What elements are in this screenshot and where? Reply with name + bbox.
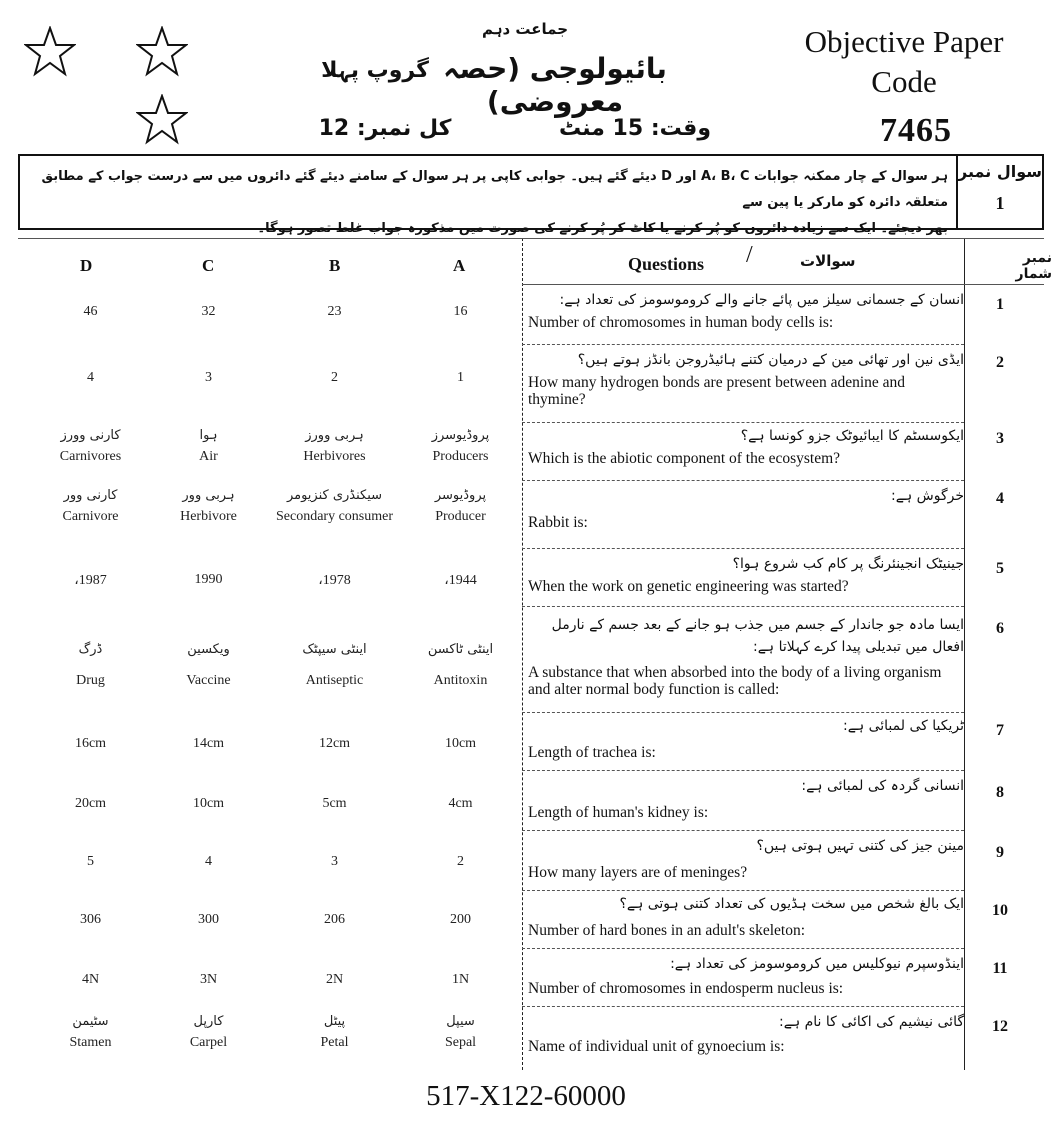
- option-a-english: Antitoxin: [433, 673, 488, 688]
- question-number: 3: [996, 430, 1004, 447]
- question-text: [528, 428, 964, 467]
- subject-title: بائیولوجی (حصہ معروضی): [443, 52, 667, 118]
- header-questions-en: Questions: [628, 254, 705, 274]
- option-a: 10cm: [444, 736, 477, 751]
- option-d: 46: [83, 304, 98, 319]
- question-english: Which is the abiotic component of the ecosystem?: [528, 450, 841, 467]
- option-c-english: Herbivore: [180, 509, 237, 524]
- option-b-urdu: اینٹی سیپٹک: [302, 642, 367, 657]
- question-text: [528, 896, 964, 939]
- question-urdu: ایڈی نین اور تھائی مین کے درمیان کتنے ہائیڈروجن بانڈز ہوتے ہیں؟: [577, 352, 964, 368]
- option-b: 23: [327, 304, 342, 319]
- star-icon: [136, 94, 188, 146]
- instructions-line2: بھر دیجئے۔ ایک سے زیادہ دائروں کو پُر کرنے یا کاٹ کر پُر کرنے کی صورت میں مذکورہ جواب غلط تصور ہوگا۔: [257, 221, 948, 236]
- total-marks: کل نمبر: 12: [318, 116, 452, 141]
- star-icon: [136, 26, 188, 78]
- question-urdu: ٹریکیا کی لمبائی ہے:: [843, 718, 964, 734]
- option-a: 2: [457, 854, 464, 869]
- option-c: 14cm: [192, 736, 225, 751]
- option-a: [398, 642, 523, 689]
- question-number: 10: [992, 902, 1008, 919]
- question-text: [528, 614, 964, 698]
- question-number: 11: [992, 960, 1008, 977]
- class-label: جماعت دہم: [481, 20, 569, 38]
- option-b: 2: [331, 370, 338, 385]
- option-a: 200: [450, 912, 471, 927]
- question-english: Length of trachea is:: [528, 744, 656, 761]
- question-urdu: انسانی گردہ کی لمبائی ہے:: [801, 778, 964, 794]
- option-d-english: Drug: [76, 673, 105, 688]
- option-c-urdu: ہربی وور: [182, 488, 235, 503]
- option-d: ،1987: [74, 573, 107, 588]
- option-c-english: Air: [199, 449, 218, 464]
- question-english: How many layers are of meninges?: [528, 864, 748, 881]
- option-d-english: Carnivore: [62, 509, 119, 524]
- question-english: When the work on genetic engineering was started?: [528, 578, 849, 595]
- question-number-label: سوال نمبر: [958, 162, 1042, 181]
- option-b: [272, 428, 397, 465]
- paper-title-line1: Objective Paper: [804, 24, 1004, 59]
- question-text: [528, 778, 964, 821]
- option-b: [272, 1014, 397, 1051]
- question-urdu: اینڈوسپرم نیوکلیس میں کروموسومز کی تعداد ہے:: [670, 956, 964, 972]
- option-a: [398, 428, 523, 465]
- option-a: 1N: [451, 972, 470, 987]
- row-divider: [522, 606, 964, 607]
- option-b: [272, 488, 397, 525]
- option-a-english: Producers: [432, 449, 489, 464]
- option-d: [28, 488, 153, 525]
- group-label: گروپ پہلا: [321, 58, 429, 83]
- table-header-rule: [522, 284, 1044, 285]
- option-b-urdu: سیکنڈری کنزیومر: [286, 488, 383, 503]
- question-text: [528, 838, 964, 881]
- option-c-english: Vaccine: [186, 673, 231, 688]
- row-divider: [522, 830, 964, 831]
- option-c: 10cm: [192, 796, 225, 811]
- paper-footer-code: 517-X122-60000: [426, 1080, 626, 1112]
- option-d: 20cm: [74, 796, 107, 811]
- question-number: 9: [996, 844, 1004, 861]
- row-divider: [522, 712, 964, 713]
- question-english: Name of individual unit of gynoecium is:: [528, 1038, 785, 1055]
- option-d-urdu: سٹیمن: [72, 1014, 109, 1029]
- option-c: [146, 642, 271, 689]
- row-divider: [522, 890, 964, 891]
- option-b: 3: [331, 854, 338, 869]
- header-num: نمبر شمار: [1015, 250, 1052, 282]
- question-english: Number of chromosomes in endosperm nucleus is:: [528, 980, 844, 997]
- option-c: 32: [201, 304, 216, 319]
- option-d: [28, 642, 153, 689]
- paper-title: [774, 22, 1034, 102]
- question-number: 12: [992, 1018, 1008, 1035]
- row-divider: [522, 548, 964, 549]
- option-c-urdu: کارپل: [193, 1014, 224, 1029]
- option-c: 1990: [194, 572, 223, 587]
- option-b: 2N: [325, 972, 344, 987]
- instructions-box: [18, 154, 1044, 236]
- option-a: 1: [457, 370, 464, 385]
- table-top-rule: [18, 238, 1044, 239]
- question-number: 6: [996, 620, 1004, 637]
- question-english: Number of hard bones in an adult's skeleton:: [528, 922, 805, 939]
- option-d-english: Carnivores: [59, 449, 122, 464]
- option-d: [28, 1014, 153, 1051]
- question-text: [528, 488, 964, 531]
- option-a: 4cm: [448, 796, 473, 811]
- question-number-value: 1: [995, 193, 1005, 213]
- option-b-english: Antiseptic: [305, 673, 364, 688]
- question-english: Rabbit is:: [528, 514, 588, 531]
- question-text: [528, 1014, 964, 1055]
- option-b: 206: [324, 912, 345, 927]
- option-b-urdu: ہربی وورز: [305, 428, 364, 443]
- question-text: [528, 956, 964, 997]
- option-c: [146, 488, 271, 525]
- question-english: Length of human's kidney is:: [528, 804, 709, 821]
- time-label: وقت: 15 منٹ: [558, 116, 711, 141]
- option-b: 12cm: [318, 736, 351, 751]
- option-d: 5: [87, 854, 94, 869]
- row-divider: [522, 480, 964, 481]
- option-c-english: Carpel: [189, 1035, 228, 1050]
- question-urdu: مینن جیز کی کتنی تہیں ہوتی ہیں؟: [756, 838, 964, 854]
- option-c: 4: [205, 854, 212, 869]
- option-d-urdu: کارنی وور: [63, 488, 118, 503]
- header-option-c: C: [202, 256, 215, 275]
- option-a-urdu: پروڈیوسرز: [431, 428, 490, 443]
- header-option-b: B: [329, 256, 341, 275]
- option-a-english: Sepal: [444, 1035, 477, 1050]
- header-questions-ur: سوالات: [800, 252, 856, 270]
- question-number-box: [956, 156, 1042, 228]
- question-english: How many hydrogen bonds are present between adenine and thymine?: [528, 374, 906, 408]
- option-a: ،1944: [444, 573, 477, 588]
- question-urdu: ایکوسسٹم کا ایبائیوٹک جزو کونسا ہے؟: [740, 428, 964, 444]
- option-c: [146, 428, 271, 465]
- question-urdu: انسان کے جسمانی سیلز میں پائے جانے والے کروموسومز کی تعداد ہے:: [559, 292, 964, 308]
- question-text: [528, 718, 964, 761]
- paper-code: 7465: [880, 112, 952, 149]
- question-number: 8: [996, 784, 1004, 801]
- question-number: 4: [996, 490, 1004, 507]
- option-c-urdu: ہوا: [199, 428, 218, 443]
- option-d-urdu: ڈرگ: [78, 642, 103, 657]
- question-urdu: خرگوش ہے:: [891, 488, 964, 504]
- row-divider: [522, 422, 964, 423]
- option-b: 5cm: [322, 796, 347, 811]
- option-a-english: Producer: [435, 509, 486, 524]
- option-b: [272, 642, 397, 689]
- question-number: 2: [996, 354, 1004, 371]
- option-a: 16: [453, 304, 468, 319]
- divider-num: [964, 238, 965, 1070]
- option-b: ،1978: [318, 573, 351, 588]
- option-b-english: Petal: [320, 1035, 349, 1050]
- option-d-urdu: کارنی وورز: [60, 428, 121, 443]
- option-a-urdu: اینٹی ٹاکسن: [427, 642, 494, 657]
- question-english: A substance that when absorbed into the body of a living organism and alter normal body function is called:: [528, 664, 942, 698]
- option-c: [146, 1014, 271, 1051]
- option-b-english: Secondary consumer: [275, 509, 394, 524]
- option-d: 4: [87, 370, 94, 385]
- instructions-text: [28, 164, 948, 242]
- option-c: 3: [205, 370, 212, 385]
- option-c: 3N: [199, 972, 218, 987]
- question-urdu: جینیٹک انجینئرنگ پر کام کب شروع ہوا؟: [732, 556, 964, 572]
- question-text: [528, 556, 964, 595]
- option-d: 4N: [81, 972, 100, 987]
- question-urdu: ایک بالغ شخص میں سخت ہڈیوں کی تعداد کتنی ہوتی ہے؟: [619, 896, 964, 912]
- header-slash: /: [746, 242, 753, 268]
- option-b-urdu: پیٹل: [323, 1014, 346, 1029]
- option-b-english: Herbivores: [303, 449, 366, 464]
- option-d: [28, 428, 153, 465]
- question-text: [528, 292, 964, 331]
- question-english: Number of chromosomes in human body cells is:: [528, 314, 834, 331]
- row-divider: [522, 770, 964, 771]
- option-d: 306: [80, 912, 101, 927]
- question-urdu: گائی نیشیم کی اکائی کا نام ہے:: [779, 1014, 964, 1030]
- instructions-line1: ہر سوال کے چار ممکنہ جوابات A، B، C اور D دیئے گئے ہیں۔ جوابی کاپی پر ہر سوال کے سامنے دیئے گئے دائروں میں سے درست جواب کے مطابق متعلقہ دائرہ کو مارکر یا پین سے: [41, 169, 948, 210]
- option-a: [398, 1014, 523, 1051]
- row-divider: [522, 344, 964, 345]
- question-number: 1: [996, 296, 1004, 313]
- star-icon: [24, 26, 76, 78]
- option-c: 300: [198, 912, 219, 927]
- option-a-urdu: پروڈیوسر: [434, 488, 487, 503]
- option-c-urdu: ویکسین: [187, 642, 230, 657]
- paper-title-line2: Code: [871, 64, 937, 99]
- question-urdu: ایسا مادہ جو جاندار کے جسم میں جذب ہو جانے کے بعد جسم کے نارمل افعال میں تبدیلی پیدا کرے کہلاتا ہے:: [551, 617, 964, 655]
- row-divider: [522, 948, 964, 949]
- header-option-a: A: [453, 256, 466, 275]
- header-option-d: D: [80, 256, 93, 275]
- option-a-urdu: سیپل: [446, 1014, 475, 1029]
- option-d: 16cm: [74, 736, 107, 751]
- question-text: [528, 352, 964, 408]
- row-divider: [522, 1006, 964, 1007]
- option-d-english: Stamen: [69, 1035, 112, 1050]
- question-number: 7: [996, 722, 1004, 739]
- question-number: 5: [996, 560, 1004, 577]
- option-a: [398, 488, 523, 525]
